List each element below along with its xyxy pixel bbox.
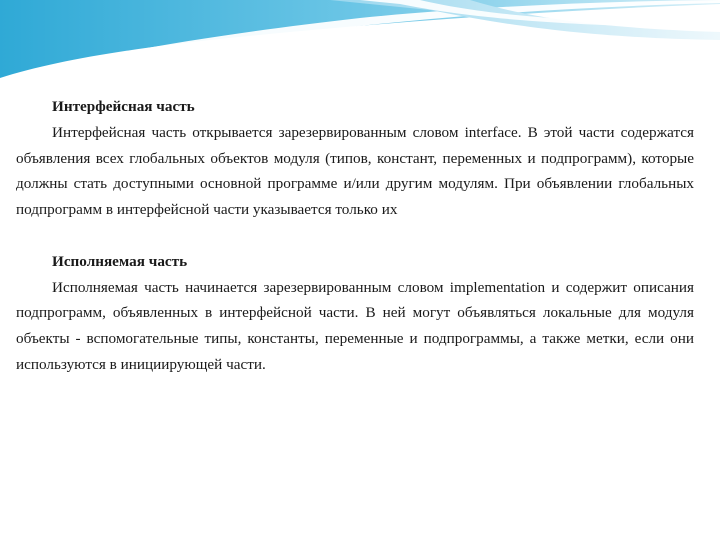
- section-heading-interface: Интерфейсная часть: [52, 98, 195, 115]
- section-text-implementation: Исполняемая часть начинается зарезервированным словом implementation и содержит описания подпрограмм, объявленных в интерфейсной части. В ней могут объявляться локальные для модуля объекты - вспомогательные типы, константы, переменные и подпрограммы, а также метки, если они используются в инициирующей части.: [16, 278, 694, 373]
- slide-content: [16, 94, 694, 378]
- section-text-interface: Интерфейсная часть открывается зарезервированным словом interface. В этой части содержатся объявления всех глобальных объектов модуля (типов, констант, переменных и подпрограмм), которые должны стать доступными основной программе и/или другим модулям. При объявлении глобальных подпрограмм в интерфейсной части указывается только их: [16, 123, 694, 219]
- decorative-wave-banner: [0, 0, 720, 95]
- section-spacer: [16, 223, 694, 249]
- section-heading-implementation: Исполняемая часть: [52, 252, 188, 270]
- wave-dark: [0, 0, 720, 78]
